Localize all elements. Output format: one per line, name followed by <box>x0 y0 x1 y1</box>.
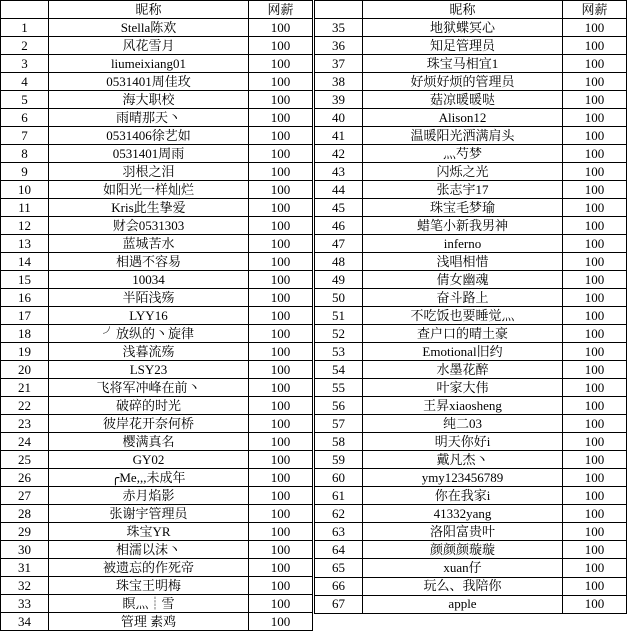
cell-nickname: 10034 <box>49 271 249 289</box>
cell-salary: 100 <box>249 451 313 469</box>
cell-index: 24 <box>1 433 49 451</box>
cell-salary: 100 <box>563 379 627 397</box>
cell-nickname: 蜡笔小新我男神 <box>363 217 563 235</box>
table-row <box>1 91 313 109</box>
cell-salary: 100 <box>563 109 627 127</box>
cell-index: 61 <box>315 487 363 505</box>
cell-index: 8 <box>1 145 49 163</box>
table-row <box>1 595 313 613</box>
cell-index: 5 <box>1 91 49 109</box>
cell-salary: 100 <box>563 235 627 253</box>
cell-index: 48 <box>315 253 363 271</box>
table-row <box>1 343 313 361</box>
cell-salary: 100 <box>563 181 627 199</box>
table-row <box>1 181 313 199</box>
cell-index: 59 <box>315 451 363 469</box>
cell-salary: 100 <box>563 433 627 451</box>
cell-nickname: ╭Me,,,未成年 <box>49 469 249 487</box>
cell-index: 41 <box>315 127 363 145</box>
cell-salary: 100 <box>249 145 313 163</box>
cell-salary: 100 <box>249 307 313 325</box>
right-table-body <box>315 1 627 632</box>
table-row <box>315 235 627 253</box>
table-row <box>1 73 313 91</box>
cell-salary: 100 <box>249 325 313 343</box>
table-row <box>315 541 627 559</box>
cell-salary: 100 <box>249 91 313 109</box>
cell-nickname: 财会0531303 <box>49 217 249 235</box>
cell-nickname: 水墨花醉 <box>363 361 563 379</box>
cell-salary: 100 <box>563 559 627 577</box>
cell-index: 14 <box>1 253 49 271</box>
cell-nickname: Kris此生挚爱 <box>49 199 249 217</box>
cell-nickname: 蓝城苦水 <box>49 235 249 253</box>
cell-nickname: 菇凉暖暖哒 <box>363 91 563 109</box>
table-row <box>1 271 313 289</box>
cell-nickname: 好烦好烦的管理员 <box>363 73 563 91</box>
cell-salary: 100 <box>563 199 627 217</box>
cell-nickname: 叶家大伟 <box>363 379 563 397</box>
cell-index: 52 <box>315 325 363 343</box>
table-row <box>1 307 313 325</box>
cell-salary: 100 <box>563 307 627 325</box>
cell-salary: 100 <box>563 325 627 343</box>
cell-nickname: 戴凡杰丶 <box>363 451 563 469</box>
cell-nickname: 瞑灬┊雪 <box>49 595 249 613</box>
cell-index: 30 <box>1 541 49 559</box>
cell-salary: 100 <box>249 505 313 523</box>
header-index <box>315 1 363 19</box>
cell-index: 1 <box>1 19 49 37</box>
table-row <box>1 613 313 631</box>
cell-index: 25 <box>1 451 49 469</box>
cell-index: 20 <box>1 361 49 379</box>
table-row <box>315 343 627 361</box>
table-row <box>315 271 627 289</box>
cell-nickname: 玩么、我陪你 <box>363 577 563 595</box>
table-row <box>315 163 627 181</box>
cell-index: 42 <box>315 145 363 163</box>
cell-nickname: 如阳光一样灿烂 <box>49 181 249 199</box>
cell-salary: 100 <box>249 559 313 577</box>
cell-index: 53 <box>315 343 363 361</box>
table-row <box>1 325 313 343</box>
cell-salary: 100 <box>249 613 313 631</box>
cell-nickname: 管理 素鸡 <box>49 613 249 631</box>
table-row <box>1 55 313 73</box>
cell-salary: 100 <box>249 433 313 451</box>
cell-nickname: 珠宝王明梅 <box>49 577 249 595</box>
cell-index: 43 <box>315 163 363 181</box>
cell-index: 40 <box>315 109 363 127</box>
cell-index: 27 <box>1 487 49 505</box>
cell-nickname: 0531401周雨 <box>49 145 249 163</box>
cell-index: 15 <box>1 271 49 289</box>
cell-index: 28 <box>1 505 49 523</box>
cell-index: 46 <box>315 217 363 235</box>
table-row <box>1 145 313 163</box>
cell-salary: 100 <box>249 55 313 73</box>
table-row <box>315 109 627 127</box>
cell-salary: 100 <box>563 19 627 37</box>
table-row <box>1 235 313 253</box>
cell-index: 55 <box>315 379 363 397</box>
cell-nickname: 知足管理员 <box>363 37 563 55</box>
cell-index: 26 <box>1 469 49 487</box>
table-row <box>315 145 627 163</box>
table-row <box>1 253 313 271</box>
table-row <box>315 217 627 235</box>
table-row <box>315 451 627 469</box>
cell-nickname: 樱满真名 <box>49 433 249 451</box>
cell-index: 31 <box>1 559 49 577</box>
cell-index: 56 <box>315 397 363 415</box>
cell-salary: 100 <box>563 523 627 541</box>
cell-nickname: GY02 <box>49 451 249 469</box>
cell-nickname: 0531401周佳玫 <box>49 73 249 91</box>
cell-nickname: 珠宝马相宜1 <box>363 55 563 73</box>
cell-nickname: LYY16 <box>49 307 249 325</box>
cell-salary: 100 <box>249 19 313 37</box>
cell-nickname: 洛阳富贵叶 <box>363 523 563 541</box>
cell-index: 62 <box>315 505 363 523</box>
cell-nickname: 你在我家i <box>363 487 563 505</box>
cell-index: 58 <box>315 433 363 451</box>
cell-salary: 100 <box>563 253 627 271</box>
cell-index: 10 <box>1 181 49 199</box>
cell-salary: 100 <box>563 343 627 361</box>
cell-index: 7 <box>1 127 49 145</box>
cell-salary: 100 <box>563 415 627 433</box>
cell-nickname: 浅暮流殇 <box>49 343 249 361</box>
right-table <box>314 0 627 631</box>
cell-salary: 100 <box>563 91 627 109</box>
cell-salary: 100 <box>249 73 313 91</box>
cell-index: 51 <box>315 307 363 325</box>
cell-salary: 100 <box>563 217 627 235</box>
table-row <box>315 379 627 397</box>
header-nickname: 昵称 <box>363 1 563 19</box>
cell-nickname: 雨晴那天丶 <box>49 109 249 127</box>
cell-salary: 100 <box>249 487 313 505</box>
cell-index: 4 <box>1 73 49 91</box>
cell-index: 47 <box>315 235 363 253</box>
cell-index: 29 <box>1 523 49 541</box>
table-row <box>1 199 313 217</box>
cell-salary: 100 <box>249 577 313 595</box>
cell-salary: 100 <box>563 55 627 73</box>
table-row-empty <box>315 613 627 631</box>
cell-empty <box>315 613 363 631</box>
cell-index: 37 <box>315 55 363 73</box>
cell-nickname: xuan仔 <box>363 559 563 577</box>
header-nickname: 昵称 <box>49 1 249 19</box>
cell-salary: 100 <box>249 109 313 127</box>
cell-index: 49 <box>315 271 363 289</box>
cell-nickname: ymy123456789 <box>363 469 563 487</box>
cell-nickname: 明天你好i <box>363 433 563 451</box>
cell-salary: 100 <box>249 37 313 55</box>
cell-nickname: 奋斗路上 <box>363 289 563 307</box>
cell-empty <box>563 613 627 631</box>
table-row <box>1 523 313 541</box>
cell-salary: 100 <box>249 199 313 217</box>
table-row <box>315 415 627 433</box>
cell-salary: 100 <box>563 37 627 55</box>
cell-salary: 100 <box>563 73 627 91</box>
table-row <box>315 55 627 73</box>
table-row <box>315 127 627 145</box>
cell-nickname: 查户口的晴土豪 <box>363 325 563 343</box>
cell-salary: 100 <box>563 577 627 595</box>
cell-nickname: 破碎的时光 <box>49 397 249 415</box>
cell-salary: 100 <box>249 253 313 271</box>
cell-nickname: 张志宇17 <box>363 181 563 199</box>
cell-salary: 100 <box>249 235 313 253</box>
cell-salary: 100 <box>563 271 627 289</box>
table-row <box>1 469 313 487</box>
cell-index: 13 <box>1 235 49 253</box>
cell-nickname: ╯放纵的丶旋律 <box>49 325 249 343</box>
cell-salary: 100 <box>249 289 313 307</box>
cell-index: 12 <box>1 217 49 235</box>
header-salary: 网薪 <box>563 1 627 19</box>
table-row <box>315 577 627 595</box>
cell-index: 50 <box>315 289 363 307</box>
cell-nickname: 王昇xiaosheng <box>363 397 563 415</box>
cell-salary: 100 <box>249 217 313 235</box>
cell-index: 6 <box>1 109 49 127</box>
cell-salary: 100 <box>563 397 627 415</box>
table-row <box>1 163 313 181</box>
cell-salary: 100 <box>249 415 313 433</box>
table-row <box>1 577 313 595</box>
cell-nickname: 倩女幽魂 <box>363 271 563 289</box>
cell-index: 44 <box>315 181 363 199</box>
table-row <box>1 559 313 577</box>
table-row <box>315 523 627 541</box>
table-row <box>315 559 627 577</box>
cell-index: 23 <box>1 415 49 433</box>
table-row <box>1 127 313 145</box>
table-row <box>315 19 627 37</box>
cell-index: 11 <box>1 199 49 217</box>
header-index <box>1 1 49 19</box>
table-row <box>1 505 313 523</box>
cell-salary: 100 <box>563 541 627 559</box>
cell-nickname: 不吃饭也要睡觉灬 <box>363 307 563 325</box>
cell-index: 34 <box>1 613 49 631</box>
table-row <box>1 541 313 559</box>
table-row <box>315 91 627 109</box>
cell-salary: 100 <box>249 343 313 361</box>
table-row <box>315 181 627 199</box>
cell-index: 9 <box>1 163 49 181</box>
table-row <box>315 253 627 271</box>
table-row <box>315 433 627 451</box>
cell-nickname: 珠宝YR <box>49 523 249 541</box>
cell-salary: 100 <box>249 127 313 145</box>
table-row <box>315 289 627 307</box>
table-row <box>1 487 313 505</box>
cell-salary: 100 <box>249 541 313 559</box>
cell-salary: 100 <box>249 271 313 289</box>
cell-index: 39 <box>315 91 363 109</box>
cell-salary: 100 <box>249 595 313 613</box>
cell-nickname: 彼岸花开奈何桥 <box>49 415 249 433</box>
table-header-row <box>315 1 627 19</box>
cell-index: 36 <box>315 37 363 55</box>
table-row <box>1 19 313 37</box>
cell-index: 45 <box>315 199 363 217</box>
cell-salary: 100 <box>563 451 627 469</box>
cell-index: 16 <box>1 289 49 307</box>
cell-index: 60 <box>315 469 363 487</box>
cell-nickname: apple <box>363 595 563 613</box>
table-row <box>315 73 627 91</box>
cell-salary: 100 <box>563 361 627 379</box>
left-table <box>0 0 313 631</box>
table-row <box>1 415 313 433</box>
table-row <box>1 397 313 415</box>
cell-nickname: 风花雪月 <box>49 37 249 55</box>
cell-nickname: 相濡以沫丶 <box>49 541 249 559</box>
table-row <box>1 451 313 469</box>
table-row <box>1 289 313 307</box>
cell-salary: 100 <box>249 523 313 541</box>
cell-nickname: 被遗忘的作死帝 <box>49 559 249 577</box>
cell-nickname: 赤月焰影 <box>49 487 249 505</box>
cell-index: 33 <box>1 595 49 613</box>
cell-nickname: Alison12 <box>363 109 563 127</box>
table-row <box>1 379 313 397</box>
cell-nickname: inferno <box>363 235 563 253</box>
cell-index: 54 <box>315 361 363 379</box>
cell-nickname: 灬芍梦 <box>363 145 563 163</box>
cell-empty <box>363 613 563 631</box>
table-header-row <box>1 1 313 19</box>
cell-nickname: 海大职校 <box>49 91 249 109</box>
cell-nickname: 半陌浅殇 <box>49 289 249 307</box>
cell-salary: 100 <box>563 595 627 613</box>
cell-nickname: 羽根之泪 <box>49 163 249 181</box>
table-row <box>315 307 627 325</box>
cell-nickname: LSY23 <box>49 361 249 379</box>
cell-nickname: Emotional旧约 <box>363 343 563 361</box>
header-salary: 网薪 <box>249 1 313 19</box>
cell-nickname: Stella陈欢 <box>49 19 249 37</box>
table-row <box>315 469 627 487</box>
cell-index: 2 <box>1 37 49 55</box>
cell-index: 63 <box>315 523 363 541</box>
cell-nickname: 飞将军冲峰在前丶 <box>49 379 249 397</box>
table-row <box>1 37 313 55</box>
cell-index: 18 <box>1 325 49 343</box>
cell-index: 32 <box>1 577 49 595</box>
table-row <box>315 595 627 613</box>
cell-salary: 100 <box>563 487 627 505</box>
left-table-body <box>1 1 313 631</box>
cell-salary: 100 <box>563 289 627 307</box>
cell-salary: 100 <box>249 379 313 397</box>
cell-salary: 100 <box>563 163 627 181</box>
cell-index: 3 <box>1 55 49 73</box>
cell-index: 21 <box>1 379 49 397</box>
cell-index: 17 <box>1 307 49 325</box>
cell-salary: 100 <box>249 469 313 487</box>
cell-nickname: 地狱蝶冥心 <box>363 19 563 37</box>
table-row <box>1 109 313 127</box>
cell-index: 66 <box>315 577 363 595</box>
cell-nickname: 珠宝毛梦瑜 <box>363 199 563 217</box>
cell-nickname: 41332yang <box>363 505 563 523</box>
cell-index: 19 <box>1 343 49 361</box>
cell-index: 57 <box>315 415 363 433</box>
cell-salary: 100 <box>563 127 627 145</box>
table-row <box>315 487 627 505</box>
cell-nickname: 0531406徐艺如 <box>49 127 249 145</box>
table-row <box>1 217 313 235</box>
cell-index: 64 <box>315 541 363 559</box>
table-row <box>315 397 627 415</box>
cell-nickname: 纯二03 <box>363 415 563 433</box>
cell-salary: 100 <box>563 145 627 163</box>
cell-salary: 100 <box>249 397 313 415</box>
cell-nickname: liumeixiang01 <box>49 55 249 73</box>
cell-nickname: 温暖阳光洒满肩头 <box>363 127 563 145</box>
cell-nickname: 闪烁之光 <box>363 163 563 181</box>
table-row <box>315 199 627 217</box>
cell-index: 22 <box>1 397 49 415</box>
cell-index: 38 <box>315 73 363 91</box>
cell-salary: 100 <box>249 163 313 181</box>
cell-nickname: 颜颜颜璇璇 <box>363 541 563 559</box>
cell-index: 67 <box>315 595 363 613</box>
table-row <box>1 361 313 379</box>
cell-salary: 100 <box>563 505 627 523</box>
table-row <box>315 37 627 55</box>
cell-index: 65 <box>315 559 363 577</box>
table-row <box>315 361 627 379</box>
cell-salary: 100 <box>249 361 313 379</box>
cell-nickname: 张谢宇管理员 <box>49 505 249 523</box>
table-row <box>1 433 313 451</box>
cell-nickname: 浅唱相惜 <box>363 253 563 271</box>
table-row <box>315 505 627 523</box>
table-row <box>315 325 627 343</box>
cell-nickname: 相遇不容易 <box>49 253 249 271</box>
cell-salary: 100 <box>563 469 627 487</box>
cell-index: 35 <box>315 19 363 37</box>
cell-salary: 100 <box>249 181 313 199</box>
